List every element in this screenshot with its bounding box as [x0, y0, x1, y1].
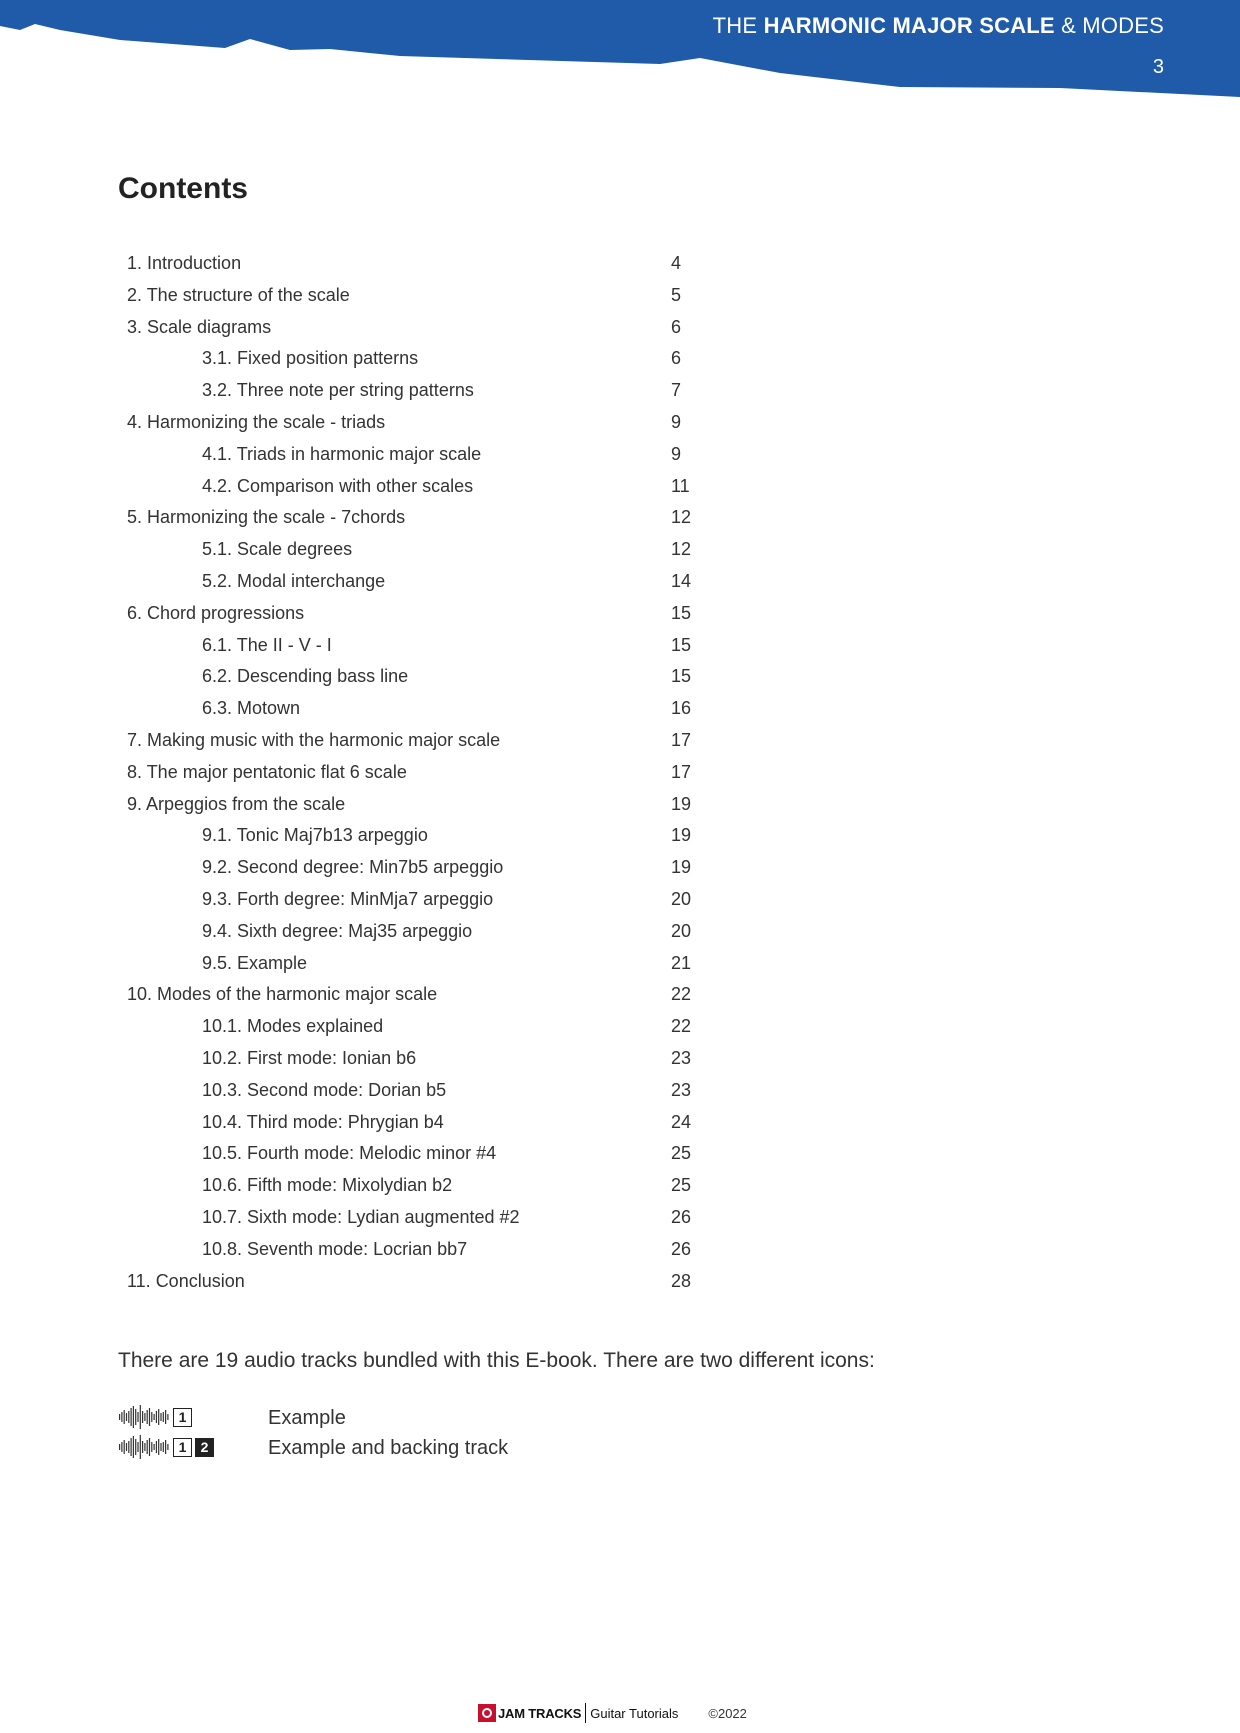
toc-entry-page: 11: [671, 475, 690, 496]
toc-entry-label: 5.2. Modal interchange: [202, 570, 386, 591]
toc-entry-page: 14: [671, 570, 692, 591]
toc-entry-page: 12: [671, 539, 692, 560]
toc-entry-label: 3. Scale diagrams: [127, 316, 272, 337]
toc-entry[interactable]: [118, 533, 698, 565]
toc-entry-label: 10.3. Second mode: Dorian b5: [202, 1079, 447, 1100]
toc-entry-page: 20: [671, 920, 692, 941]
toc-entry-page: 15: [671, 602, 692, 623]
toc-entry-page: 25: [671, 1143, 692, 1164]
toc-entry-page: 24: [671, 1111, 692, 1132]
toc-entry[interactable]: [118, 1233, 698, 1265]
toc-entry[interactable]: [118, 279, 698, 311]
toc-entry[interactable]: [118, 1010, 698, 1042]
toc-entry-page: 22: [671, 984, 692, 1005]
brand-divider: [585, 1703, 586, 1723]
toc-entry[interactable]: [118, 565, 698, 597]
audio-legend-description: Example: [268, 1407, 346, 1429]
toc-entry-label: 3.1. Fixed position patterns: [202, 348, 419, 369]
toc-entry-label: 9.3. Forth degree: MinMja7 arpeggio: [202, 888, 494, 909]
toc-entry[interactable]: [118, 597, 698, 629]
audio-legend-description: Example and backing track: [268, 1437, 509, 1459]
table-of-contents: [118, 247, 698, 1296]
toc-entry-label: 4.2. Comparison with other scales: [202, 475, 474, 496]
toc-entry-label: 1. Introduction: [127, 253, 242, 273]
contents-heading: Contents: [118, 172, 248, 205]
toc-entry-label: 5. Harmonizing the scale - 7chords: [127, 507, 406, 528]
toc-entry[interactable]: [118, 438, 698, 470]
toc-entry-page: 19: [671, 793, 692, 814]
toc-entry[interactable]: [118, 819, 698, 851]
toc-entry-label: 4.1. Triads in harmonic major scale: [202, 443, 482, 464]
brand-name: JAM TRACKS: [498, 1705, 582, 1721]
toc-entry-label: 10. Modes of the harmonic major scale: [127, 984, 438, 1005]
toc-entry-label: 9.1. Tonic Maj7b13 arpeggio: [202, 825, 428, 846]
brand-subtitle: Guitar Tutorials: [590, 1705, 679, 1721]
toc-entry-page: 23: [671, 1079, 692, 1100]
track-backing-icon: 2: [195, 1438, 214, 1457]
toc-entry[interactable]: [118, 470, 698, 502]
toc-entry-page: 20: [671, 888, 692, 909]
toc-entry[interactable]: [118, 947, 698, 979]
toc-entry-label: 8. The major pentatonic flat 6 scale: [127, 761, 407, 782]
toc-entry-page: 15: [671, 666, 692, 687]
toc-entry-label: 10.1. Modes explained: [202, 1016, 384, 1037]
toc-entry[interactable]: [118, 915, 698, 947]
toc-entry[interactable]: [118, 851, 698, 883]
track-example-icon: 1: [173, 1438, 192, 1457]
copyright: ©2022: [708, 1705, 747, 1721]
footer: [478, 1701, 747, 1725]
toc-entry[interactable]: [118, 692, 698, 724]
toc-entry[interactable]: [118, 1265, 698, 1297]
document-title: THE HARMONIC MAJOR SCALE & MODES: [712, 13, 1164, 38]
toc-entry-label: 10.8. Seventh mode: Locrian bb7: [202, 1238, 468, 1259]
toc-entry[interactable]: [118, 1074, 698, 1106]
jamtracks-logo-icon: [478, 1704, 496, 1722]
toc-entry-label: 11. Conclusion: [127, 1270, 245, 1291]
toc-entry[interactable]: [118, 629, 698, 661]
toc-entry-page: 9: [671, 443, 682, 464]
toc-entry-page: 17: [671, 729, 692, 750]
toc-entry-page: 23: [671, 1047, 692, 1068]
toc-entry-label: 4. Harmonizing the scale - triads: [127, 411, 386, 432]
toc-entry-page: 16: [671, 698, 692, 719]
toc-entry[interactable]: [118, 247, 698, 279]
audio-waveform-icon: [118, 1434, 170, 1460]
audio-icon-group: [118, 1434, 214, 1460]
toc-entry[interactable]: [118, 1169, 698, 1201]
toc-entry-label: 10.4. Third mode: Phrygian b4: [202, 1111, 444, 1132]
toc-entry-label: 3.2. Three note per string patterns: [202, 380, 474, 401]
page-number: 3: [1152, 56, 1164, 78]
toc-entry-label: 9.2. Second degree: Min7b5 arpeggio: [202, 857, 504, 878]
toc-entry-label: 2. The structure of the scale: [127, 284, 350, 305]
toc-entry-page: 22: [671, 1016, 692, 1037]
toc-entry[interactable]: [118, 883, 698, 915]
toc-entry-label: 6. Chord progressions: [127, 602, 305, 623]
toc-entry-label: 9. Arpeggios from the scale: [127, 793, 346, 814]
toc-entry-page: 6: [671, 316, 682, 337]
track-example-icon: 1: [173, 1408, 192, 1427]
toc-entry-page: 15: [671, 634, 692, 655]
toc-entry-label: 6.1. The II - V - I: [202, 634, 332, 655]
toc-entry-page: 9: [671, 411, 682, 432]
toc-entry-label: 10.5. Fourth mode: Melodic minor #4: [202, 1143, 497, 1164]
toc-entry[interactable]: [118, 406, 698, 438]
toc-entry-label: 9.4. Sixth degree: Maj35 arpeggio: [202, 920, 473, 941]
toc-entry-page: 17: [671, 761, 692, 782]
toc-entry-page: 25: [671, 1175, 692, 1196]
toc-entry-page: 28: [671, 1270, 692, 1291]
toc-entry-page: 21: [671, 952, 692, 973]
toc-entry[interactable]: [118, 374, 698, 406]
toc-entry[interactable]: [118, 978, 698, 1010]
toc-entry[interactable]: [118, 1042, 698, 1074]
toc-entry-page: 4: [671, 253, 682, 273]
toc-entry-label: 10.7. Sixth mode: Lydian augmented #2: [202, 1206, 520, 1227]
toc-entry-label: 10.2. First mode: Ionian b6: [202, 1047, 417, 1068]
audio-intro-text: There are 19 audio tracks bundled with this E-book. There are two different icons:: [118, 1349, 875, 1372]
toc-entry[interactable]: [118, 724, 698, 756]
toc-entry[interactable]: [118, 788, 698, 820]
toc-entry-label: 7. Making music with the harmonic major scale: [127, 729, 501, 750]
toc-entry-page: 12: [671, 507, 692, 528]
toc-entry[interactable]: [118, 311, 698, 343]
toc-entry[interactable]: [118, 1106, 698, 1138]
toc-entry-page: 19: [671, 857, 692, 878]
toc-entry-label: 6.3. Motown: [202, 698, 301, 719]
toc-entry-label: 9.5. Example: [202, 952, 308, 973]
toc-entry-page: 26: [671, 1238, 692, 1259]
audio-waveform-icon: [118, 1404, 170, 1430]
audio-icon-group: [118, 1404, 192, 1430]
toc-entry-page: 7: [671, 380, 682, 401]
toc-entry[interactable]: [118, 1137, 698, 1169]
toc-entry[interactable]: [118, 342, 698, 374]
toc-entry-page: 19: [671, 825, 692, 846]
toc-entry[interactable]: [118, 660, 698, 692]
toc-entry-label: 10.6. Fifth mode: Mixolydian b2: [202, 1175, 453, 1196]
toc-entry[interactable]: [118, 1201, 698, 1233]
toc-entry-page: 5: [671, 284, 682, 305]
toc-entry-page: 6: [671, 348, 682, 369]
toc-entry-page: 26: [671, 1206, 692, 1227]
toc-entry-label: 5.1. Scale degrees: [202, 539, 353, 560]
toc-entry[interactable]: [118, 501, 698, 533]
toc-entry-label: 6.2. Descending bass line: [202, 666, 409, 687]
toc-entry[interactable]: [118, 756, 698, 788]
